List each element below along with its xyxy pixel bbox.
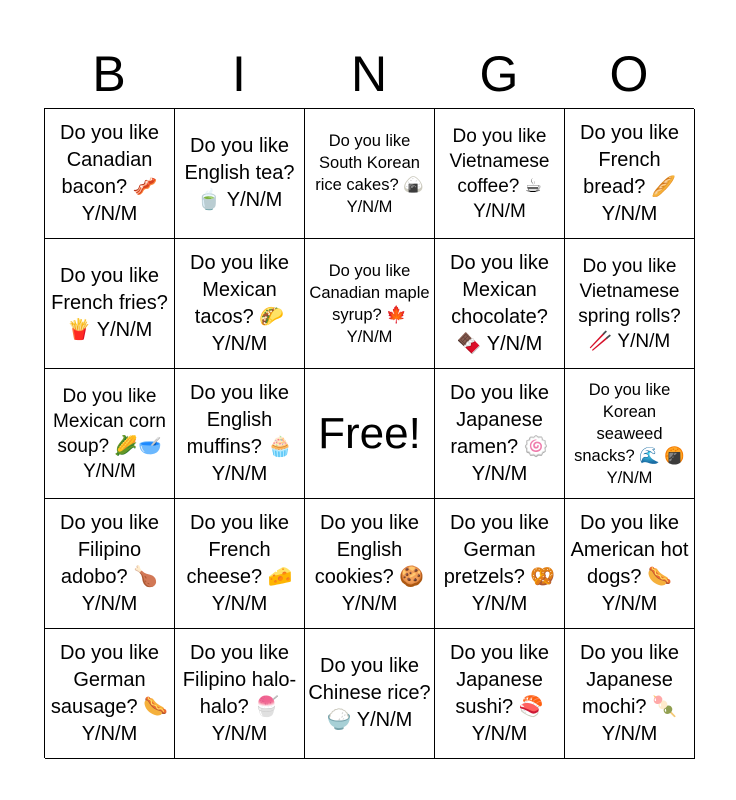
cell-text: Do you like American hot dogs? 🌭 Y/N/M	[570, 511, 689, 615]
cell-text: Do you like Filipino adobo? 🍗 Y/N/M	[60, 511, 159, 615]
bingo-cell[interactable]	[175, 239, 305, 369]
cell-text: Do you like Vietnamese spring rolls? 🥢 Y/N/M	[578, 255, 681, 352]
free-cell[interactable]	[305, 369, 435, 499]
bingo-cell[interactable]	[565, 239, 695, 369]
bingo-cell[interactable]	[565, 109, 695, 239]
cell-text: Do you like Canadian maple syrup? 🍁 Y/N/M	[309, 261, 430, 346]
cell-text: Do you like Japanese mochi? 🍡 Y/N/M	[580, 641, 679, 745]
cell-text: Do you like Japanese sushi? 🍣 Y/N/M	[450, 641, 549, 745]
header-letter-b: B	[92, 46, 126, 102]
cell-text: Do you like South Korean rice cakes? 🍙 Y/N/M	[315, 131, 424, 216]
bingo-cell[interactable]	[565, 499, 695, 629]
bingo-cell[interactable]	[435, 499, 565, 629]
bingo-cell[interactable]	[45, 499, 175, 629]
cell-text: Do you like German pretzels? 🥨 Y/N/M	[443, 511, 556, 615]
bingo-cell[interactable]	[435, 369, 565, 499]
bingo-cell[interactable]	[305, 499, 435, 629]
cell-text: Do you like English muffins? 🧁 Y/N/M	[186, 381, 293, 485]
cell-text: Do you like Mexican corn soup? 🌽🥣 Y/N/M	[53, 385, 166, 482]
cell-text: Do you like Vietnamese coffee? ☕ Y/N/M	[449, 125, 550, 222]
cell-text: Do you like English tea? 🍵 Y/N/M	[184, 135, 295, 211]
bingo-cell[interactable]	[435, 239, 565, 369]
bingo-cell[interactable]	[45, 239, 175, 369]
bingo-cell[interactable]	[435, 629, 565, 759]
cell-text: Do you like Mexican tacos? 🌮 Y/N/M	[190, 251, 289, 355]
cell-text: Do you like Chinese rice? 🍚 Y/N/M	[308, 655, 431, 731]
cell-text: Do you like Filipino halo-halo? 🍧 Y/N/M	[182, 641, 297, 745]
bingo-cell[interactable]	[175, 109, 305, 239]
bingo-cell[interactable]	[175, 499, 305, 629]
bingo-cell[interactable]	[175, 629, 305, 759]
bingo-cell[interactable]	[45, 109, 175, 239]
bingo-header	[44, 40, 694, 108]
header-letter-o: O	[609, 46, 649, 102]
header-letter-i: I	[232, 46, 246, 102]
cell-text: Do you like French fries? 🍟 Y/N/M	[51, 265, 168, 341]
cell-text: Do you like French bread? 🥖 Y/N/M	[580, 121, 679, 225]
bingo-cell[interactable]	[305, 629, 435, 759]
bingo-cell[interactable]	[565, 629, 695, 759]
cell-text: Do you like Japanese ramen? 🍥 Y/N/M	[450, 381, 549, 485]
cell-text: Do you like English cookies? 🍪 Y/N/M	[314, 511, 425, 615]
free-label: Free!	[318, 408, 421, 458]
cell-text: Do you like French cheese? 🧀 Y/N/M	[186, 511, 293, 615]
bingo-board	[44, 108, 694, 758]
cell-text: Do you like Canadian bacon? 🥓 Y/N/M	[60, 121, 159, 225]
bingo-cell[interactable]	[565, 369, 695, 499]
bingo-cell[interactable]	[45, 369, 175, 499]
header-letter-g: G	[479, 46, 519, 102]
bingo-cell[interactable]	[305, 239, 435, 369]
bingo-cell[interactable]	[45, 629, 175, 759]
bingo-cell[interactable]	[305, 109, 435, 239]
cell-text: Do you like German sausage? 🌭 Y/N/M	[50, 641, 169, 745]
header-letter-n: N	[350, 46, 388, 102]
cell-text: Do you like Korean seaweed snacks? 🌊 🍘 Y/N/M	[574, 380, 685, 487]
cell-text: Do you like Mexican chocolate? 🍫 Y/N/M	[450, 251, 549, 355]
bingo-cell[interactable]	[175, 369, 305, 499]
bingo-cell[interactable]	[435, 109, 565, 239]
